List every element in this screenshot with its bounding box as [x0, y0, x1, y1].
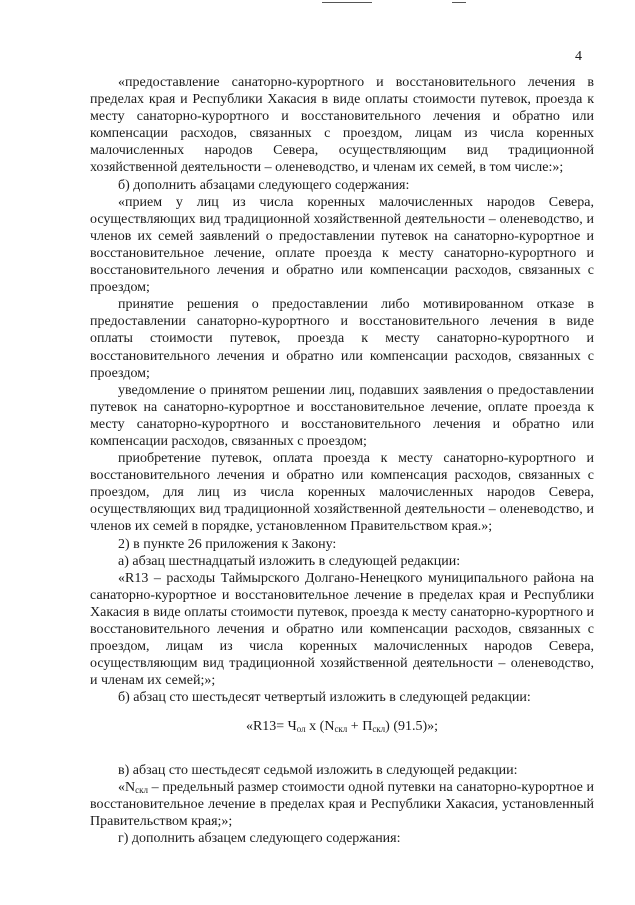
formula-subscript: скл	[334, 724, 348, 735]
paragraph: в) абзац сто шестьдесят седьмой изложить в следующей редакции:	[118, 762, 518, 778]
formula-times: x (N	[305, 719, 335, 735]
paragraph: б) абзац сто шестьдесят четвертый изложить в следующей редакции:	[118, 690, 531, 706]
formula-subscript: скл	[372, 724, 386, 735]
formula-tail: ) (91.5)»;	[385, 719, 439, 735]
formula-lhs: «R13= Ч	[245, 719, 297, 735]
paragraph: «R13 – расходы Таймырского Долгано-Ненецкого муниципального района на санаторно-курортное и восстановительное лечение в пределах края и Республики Хакасия в виде оплаты стоимости путевок, проезда к месту санаторно-курортного и восстановительного лечения и обратно или компенсации расходов, связанных с проездом, лицам из числа коренных малочисленных народов Севера, осуществляющим вид традиционной хозяйственной деятельности – оленеводство, и членам их семей;»;	[90, 570, 594, 689]
formula-subscript: ол	[296, 724, 306, 735]
formula	[90, 718, 594, 735]
paragraph: г) дополнить абзацем следующего содержания:	[118, 830, 401, 846]
document-body	[90, 74, 594, 847]
paragraph: «прием у лиц из числа коренных малочисленных народов Севера, осуществляющих вид традиционной хозяйственной деятельности – оленеводство, и членов их семей заявлений о предоставлении путевок на санаторно-курортное и восстановительное лечение, оплате проезда к месту санаторно-курортного и восстановительного лечения и обратно или компенсации расходов, связанных с проездом;	[90, 194, 594, 296]
paragraph: «предоставление санаторно-курортного и восстановительного лечения в пределах края и Республики Хакасия в виде оплаты стоимости путевок, проезда к месту санаторно-курортного и восстановительного лечения и обратно или компенсации расходов, связанных с проездом, лицам из числа коренных малочисленных народов Севера, осуществляющим вид традиционной хозяйственной деятельности – оленеводство, и членам их семей, в том числе:»;	[90, 75, 594, 176]
scan-artifact-line	[452, 2, 466, 3]
nskl-text: – предельный размер стоимости одной путевки на санаторно-курортное и восстановительное лечение в пределах края и Республики Хакасия, установленный Правительством края;»;	[90, 779, 594, 829]
nskl-open: «N	[118, 779, 136, 795]
paragraph: уведомление о принятом решении лиц, подавших заявления о предоставлении путевок на санаторно-курортное и восстановительное лечение, оплате проезда к месту санаторно-курортного и восстановительного лечения и обратно или компенсации расходов, связанных с проездом;	[90, 382, 594, 449]
scan-artifact-line	[322, 2, 372, 3]
paragraph: б) дополнить абзацами следующего содержания:	[118, 177, 410, 193]
paragraph: приобретение путевок, оплата проезда к месту санаторно-курортного и восстановительного лечения и обратно или компенсация расходов, связанных с проездом, для лиц из числа коренных малочисленных народов Севера, осуществляющих вид традиционной хозяйственной деятельности – оленеводство, и членов их семей в порядке, установленном Правительством края.»;	[90, 451, 594, 535]
paragraph: принятие решения о предоставлении либо мотивированном отказе в предоставлении санаторно-курортного и восстановительного лечения в виде оплаты стоимости путевок, проезда к месту санаторно-курортного и восстановительного лечения и обратно или компенсации расходов, связанных с проездом;	[90, 297, 594, 381]
paragraph: а) абзац шестнадцатый изложить в следующей редакции:	[118, 553, 461, 569]
nskl-subscript: скл	[135, 784, 148, 795]
paragraph	[90, 779, 594, 830]
formula-plus: + П	[347, 719, 373, 735]
paragraph: 2) в пункте 26 приложения к Закону:	[118, 536, 337, 552]
page-number: 4	[575, 49, 582, 64]
